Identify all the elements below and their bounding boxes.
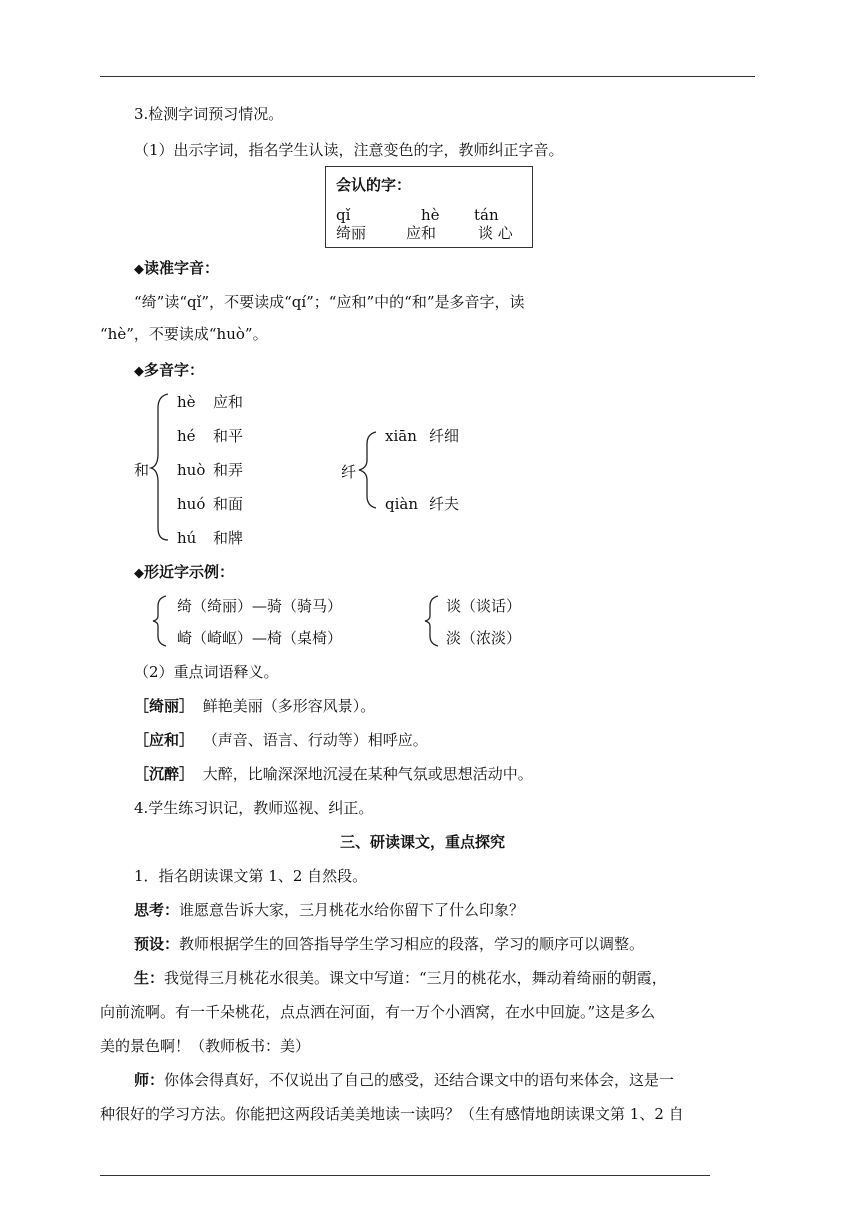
teacher-line-1: [134, 1070, 674, 1090]
box-pinyin-1: qǐ: [336, 206, 351, 224]
read-heading: ◆ 读准字音：: [134, 258, 219, 280]
paragraph-1: 1．指名朗读课文第 1、2 自然段。: [134, 867, 368, 885]
item-3-1: （1）出示字词，指名学生认读，注意变色的字，教师纠正字音。: [134, 141, 564, 159]
similar-right-1: 谈（谈话）: [446, 597, 522, 615]
preset-label: 预设：: [134, 935, 180, 953]
teacher-label: 师：: [134, 1071, 165, 1089]
he-char: 和: [134, 461, 150, 479]
student-label: 生：: [134, 969, 165, 987]
footer-rule: [100, 1175, 710, 1176]
polyphone-heading: ◆ 多音字：: [134, 360, 204, 382]
similar-left-2: 崎（崎岖）—椅（桌椅）: [177, 629, 343, 647]
xian-word-2: 纤夫: [429, 495, 460, 513]
xian-char: 纤: [341, 463, 357, 481]
xian-brace: [358, 430, 378, 510]
he-word-5: 和牌: [213, 529, 244, 547]
similar-left-1: 绮（绮丽）—骑（骑马）: [177, 597, 343, 615]
he-word-2: 和平: [213, 427, 244, 445]
he-word-3: 和弄: [213, 461, 244, 479]
teacher-line-2: 种很好的学习方法。你能把这两段话美美地读一读吗？（生有感情地朗读课文第 1、2 自: [100, 1105, 684, 1123]
box-pinyin-2: hè: [421, 206, 440, 224]
definition-term: ［应和］: [134, 731, 195, 749]
item-4: 4.学生练习识记，教师巡视、纠正。: [134, 799, 374, 817]
similar-heading: ◆ 形近字示例：: [134, 562, 234, 584]
definition-term: ［沉醉］: [134, 765, 195, 783]
box-title: 会认的字：: [336, 176, 412, 194]
box-pinyin-3: tán: [474, 206, 499, 224]
he-py-5: hú: [177, 529, 197, 547]
preset-line: [134, 934, 644, 954]
he-word-4: 和面: [213, 495, 244, 513]
xian-py-1: xiān: [385, 427, 417, 445]
xian-word-1: 纤细: [429, 427, 460, 445]
he-py-4: huó: [177, 495, 206, 513]
xian-py-2: qiàn: [385, 495, 419, 513]
similar-right-2: 淡（浓淡）: [446, 629, 522, 647]
header-rule: [100, 76, 755, 77]
item-3-2: （2）重点词语释义。: [134, 663, 279, 681]
definition-3: [134, 764, 533, 784]
similar-right-brace: [424, 594, 444, 648]
student-line-3: 美的景色啊！（教师板书：美）: [100, 1037, 311, 1055]
think-label: 思考：: [134, 901, 180, 919]
he-py-3: huò: [177, 461, 206, 479]
definition-1: [134, 696, 375, 716]
definition-text: 大醉，比喻深深地沉浸在某种气氛或思想活动中。: [202, 765, 533, 783]
box-word-3: 谈 心: [478, 224, 513, 242]
definition-2: [134, 730, 428, 750]
box-word-2: 应和: [406, 224, 437, 242]
definition-term: ［绮丽］: [134, 697, 195, 715]
think-text: 谁愿意告诉大家，三月桃花水给你留下了什么印象？: [179, 901, 525, 919]
definition-text: （声音、语言、行动等）相呼应。: [202, 731, 428, 749]
he-py-2: hé: [177, 427, 196, 445]
think-line: [134, 900, 524, 920]
read-line-1: “绮”读“qǐ”，不要读成“qí”；“应和”中的“和”是多音字，读: [134, 293, 525, 311]
student-line-1: [134, 968, 667, 988]
he-word-1: 应和: [213, 393, 244, 411]
teacher-text-1: 你体会得真好，不仅说出了自己的感受，还结合课文中的语句来体会，这是一: [164, 1071, 675, 1089]
preset-text: 教师根据学生的回答指导学生学习相应的段落，学习的顺序可以调整。: [179, 935, 645, 953]
he-brace: [150, 392, 170, 542]
definition-text: 鲜艳美丽（多形容风景）。: [202, 697, 376, 715]
box-word-1: 绮丽: [336, 224, 367, 242]
he-py-1: hè: [177, 393, 196, 411]
section-title: 三、研读课文，重点探究: [340, 833, 506, 851]
item-3: 3.检测字词预习情况。: [134, 105, 284, 123]
read-line-2: “hè”，不要读成“huò”。: [100, 325, 268, 343]
recognize-chars-box: [325, 166, 533, 248]
student-text-1: 我觉得三月桃花水很美。课文中写道：“三月的桃花水，舞动着绮丽的朝霞，: [164, 969, 667, 987]
student-line-2: 向前流啊。有一千朵桃花，点点洒在河面，有一万个小酒窝，在水中回旋。”这是多么: [100, 1003, 656, 1021]
similar-left-brace: [152, 594, 172, 648]
